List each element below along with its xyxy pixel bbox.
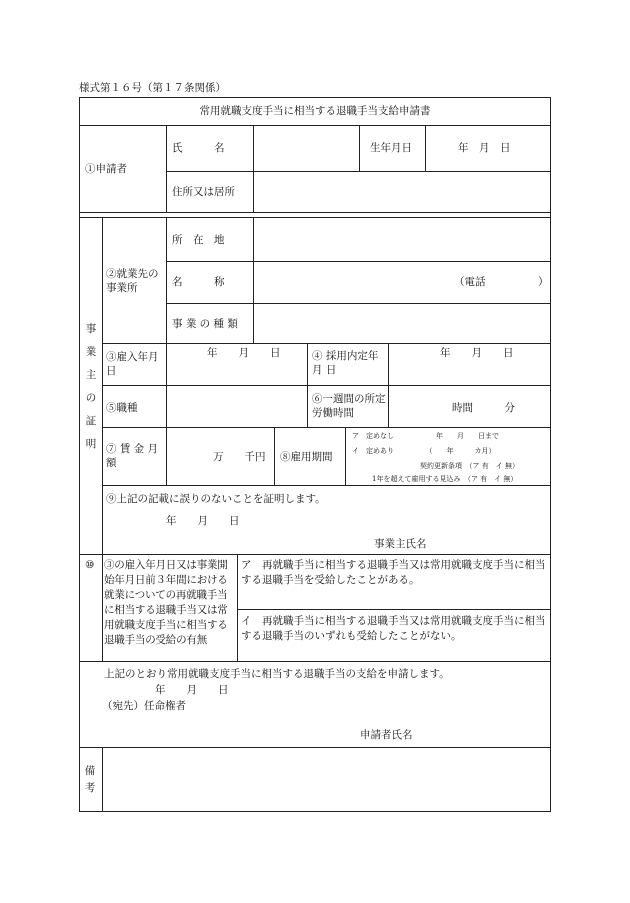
period-option-i: イ 定めあり （ 年 カ月） bbox=[352, 447, 496, 455]
rule-cert bbox=[79, 554, 551, 555]
vrule-receipt-number bbox=[102, 554, 103, 661]
employer-name-label: 事業主氏名 bbox=[374, 538, 427, 550]
vrule-workplace bbox=[166, 217, 167, 485]
wage-value: 万 千円 bbox=[213, 451, 266, 463]
rule-location bbox=[166, 261, 551, 262]
address-label: 住所又は居所 bbox=[172, 186, 235, 198]
applicant-name-label: 申請者氏名 bbox=[360, 729, 413, 741]
rule-job bbox=[102, 427, 551, 428]
company-name-label: 名 称 bbox=[172, 276, 225, 288]
applicant-section-label: ①申請者 bbox=[85, 163, 127, 175]
location-label: 所 在 地 bbox=[172, 234, 225, 246]
business-type-label: 事 業 の 種 類 bbox=[172, 318, 238, 330]
border-left bbox=[79, 97, 80, 812]
remarks-label: 備考 bbox=[84, 765, 96, 794]
form-number: 様式第１６号（第１７条関係） bbox=[79, 82, 226, 94]
addressee: （宛先）任命権者 bbox=[102, 700, 186, 712]
vrule-mid-left bbox=[307, 343, 308, 427]
name-label: 氏 名 bbox=[172, 142, 225, 154]
receipt-question: ③の雇入年月日又は事業開始年月日前３年間における就業についての再就職手当に相当する退職手当又は常用就職支度手当に相当する退職手当の受給の有無 bbox=[104, 559, 228, 646]
application-date: 年 月 日 bbox=[155, 684, 229, 696]
border-right bbox=[550, 97, 551, 812]
rule-business-type bbox=[102, 343, 551, 344]
job-label: ⑤職種 bbox=[106, 402, 138, 414]
vrule-workplace-field bbox=[253, 217, 254, 343]
receipt-number: ⑩ bbox=[85, 559, 95, 571]
receipt-option-a: ア 再就職手当に相当する退職手当又は常用就職支度手当に相当する退職手当を受給したことがある。 bbox=[241, 559, 546, 586]
rule-applicant-1 bbox=[79, 212, 551, 213]
rule-company-name bbox=[166, 303, 551, 304]
certification-date: 年 月 日 bbox=[166, 515, 240, 527]
rule-name bbox=[166, 171, 551, 172]
vrule-mid-right bbox=[388, 343, 389, 427]
employer-cert-vertical-label: 事業主の証明 bbox=[85, 323, 97, 450]
vrule-wage-right bbox=[274, 427, 275, 485]
employment-period-label: ⑧雇用期間 bbox=[280, 451, 333, 463]
rule-receipt bbox=[79, 661, 551, 662]
workplace-label: ②就業先の事業所 bbox=[106, 268, 159, 294]
vrule-period-label bbox=[345, 427, 346, 485]
hire-date-value: 年 月 日 bbox=[207, 347, 281, 359]
weekly-hours-value: 時間 分 bbox=[452, 402, 515, 414]
period-option-a: ア 定めなし 年 月 日まで bbox=[352, 432, 499, 440]
rule-option-a bbox=[237, 609, 551, 610]
receipt-option-i: イ 再就職手当に相当する退職手当又は常用就職支度手当に相当する退職手当のいずれも受給したことがない。 bbox=[241, 615, 546, 642]
adoption-date-label: ④ 採用内定年 月 日 bbox=[312, 350, 379, 376]
adoption-date-value: 年 月 日 bbox=[440, 347, 514, 359]
weekly-hours-label: ⑥一週間の所定労働時間 bbox=[312, 393, 386, 419]
over-one-year-clause: 1年を超えて雇用する見込み （ア 有 イ 無） bbox=[372, 475, 518, 483]
rule-wage bbox=[102, 485, 551, 486]
vrule-receipt-question bbox=[237, 554, 238, 661]
vrule-applicant-label bbox=[166, 125, 167, 213]
vrule-field-label bbox=[253, 125, 254, 213]
rule-applicant-2 bbox=[79, 217, 551, 218]
border-bottom bbox=[79, 811, 551, 812]
rule-title bbox=[79, 125, 551, 126]
form-title: 常用就職支度手当に相当する退職手当支給申請書 bbox=[199, 105, 431, 117]
birth-date-value: 年 月 日 bbox=[458, 142, 511, 154]
rule-application bbox=[79, 747, 551, 748]
vrule-birth-left bbox=[359, 125, 360, 171]
vrule-employer-label bbox=[102, 217, 103, 554]
phone-label: （電話 ） bbox=[454, 276, 549, 288]
vrule-birth-right bbox=[425, 125, 426, 171]
certification-statement: ⑨上記の記載に誤りのないことを証明します。 bbox=[106, 493, 326, 505]
hire-date-label: ③雇入年月日 bbox=[106, 351, 159, 377]
rule-hire-date bbox=[102, 385, 551, 386]
vrule-remarks bbox=[102, 747, 103, 811]
birth-date-label: 生年月日 bbox=[370, 142, 412, 154]
border-top bbox=[79, 97, 551, 98]
wage-label: ⑦ 賃 金 月 額 bbox=[106, 443, 159, 469]
application-statement: 上記のとおり常用就職支度手当に相当する退職手当の支給を申請します。 bbox=[104, 668, 450, 680]
renewal-clause: 契約更新条項 （ア 有 イ 無） bbox=[420, 462, 519, 470]
